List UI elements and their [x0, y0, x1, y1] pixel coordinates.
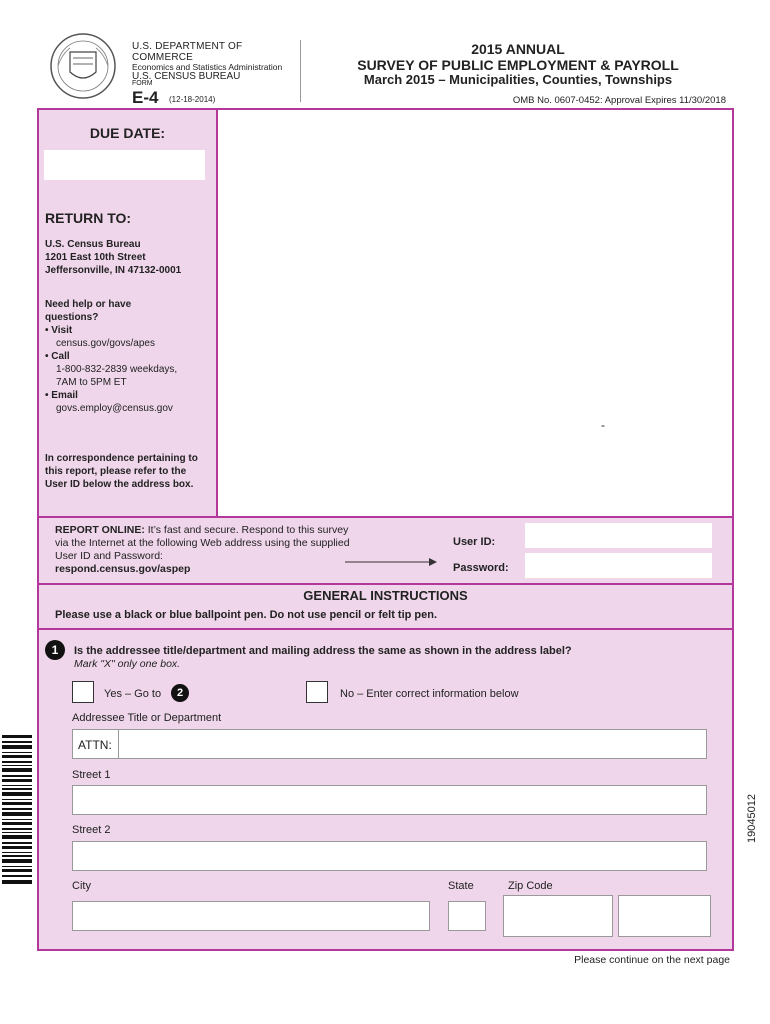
department-name: U.S. DEPARTMENT OF COMMERCE: [132, 41, 243, 63]
section-divider: [39, 628, 732, 630]
question-number-badge: 1: [45, 640, 65, 660]
street-1-label: Street 1: [72, 769, 111, 781]
report-online-label: REPORT ONLINE:: [55, 524, 145, 536]
form-number: E-4: [132, 88, 159, 107]
state-field[interactable]: [448, 901, 486, 931]
arrow-right-icon: [345, 557, 437, 567]
address-label-area: [216, 110, 732, 516]
user-id-field[interactable]: [525, 523, 712, 548]
addressee-title-label: Addressee Title or Department: [72, 712, 222, 724]
help-heading: Need help or have questions?: [45, 299, 132, 323]
password-label: Password:: [453, 562, 509, 574]
omb-number: OMB No. 0607-0452: Approval Expires 11/30/2018: [512, 95, 726, 106]
zip-code-label: Zip Code: [508, 880, 553, 892]
header-divider: [300, 40, 301, 102]
report-online-text: [55, 524, 355, 577]
city-label: City: [72, 880, 91, 892]
attn-field[interactable]: [72, 729, 707, 759]
street-2-label: Street 2: [72, 824, 111, 836]
zip-code-field[interactable]: [503, 895, 613, 937]
password-field[interactable]: [525, 553, 712, 578]
question-1-instruction: Mark "X" only one box.: [74, 658, 181, 670]
user-id-label: User ID:: [453, 536, 496, 548]
address-area-mark: -: [601, 418, 605, 432]
return-to-title: RETURN TO:: [45, 210, 132, 226]
administration-name: Economics and Statistics Administration: [132, 62, 283, 72]
call-number: 1-800-832-2839 weekdays, 7AM to 5PM ET: [56, 364, 178, 388]
correspondence-note: In correspondence pertaining to this report, please refer to the User ID below the address box.: [45, 453, 198, 490]
due-date-title: DUE DATE:: [89, 125, 166, 141]
agency-block: [132, 42, 300, 82]
title-line-2: SURVEY OF PUBLIC EMPLOYMENT & PAYROLL: [357, 56, 679, 73]
state-label: State: [448, 880, 474, 892]
due-date-box: [44, 150, 205, 180]
return-address: [45, 238, 181, 277]
side-form-number-text: 19045012: [746, 794, 758, 843]
return-address-line-3: Jeffersonville, IN 47132-0001: [45, 265, 182, 276]
form-date: (12-18-2014): [169, 95, 216, 104]
bureau-name: U.S. CENSUS BUREAU: [132, 70, 241, 82]
email-label: • Email: [45, 390, 78, 401]
side-form-number: [743, 783, 759, 843]
attn-divider: [118, 730, 119, 758]
continue-note: Please continue on the next page: [574, 954, 730, 966]
yes-label: Yes – Go to: [104, 688, 162, 700]
help-section: [45, 298, 210, 415]
zip-plus4-field[interactable]: [618, 895, 711, 937]
city-field[interactable]: [72, 901, 430, 931]
yes-checkbox[interactable]: [72, 681, 94, 703]
email-link[interactable]: govs.employ@census.gov: [56, 403, 173, 414]
general-instructions-title: GENERAL INSTRUCTIONS: [303, 588, 468, 603]
report-online-url[interactable]: respond.census.gov/aspep: [55, 563, 191, 576]
barcode-icon: [2, 735, 32, 885]
attn-prefix: ATTN:: [78, 738, 112, 752]
street-2-field[interactable]: [72, 841, 707, 871]
street-1-field[interactable]: [72, 785, 707, 815]
return-address-line-2: 1201 East 10th Street: [45, 252, 146, 263]
census-bureau-seal-logo: [48, 32, 118, 100]
report-online-body: It’s fast and secure. Respond to this survey via the Internet at the following Web address using the supplied User ID and Password:: [55, 524, 350, 563]
visit-link[interactable]: census.gov/govs/apes: [56, 338, 155, 349]
section-divider: [39, 516, 732, 518]
section-divider: [39, 583, 732, 585]
goto-question-badge: 2: [171, 684, 189, 702]
title-line-3: March 2015 – Municipalities, Counties, Townships: [363, 72, 673, 88]
return-address-line-1: U.S. Census Bureau: [45, 239, 141, 250]
visit-label: • Visit: [45, 325, 73, 336]
no-checkbox[interactable]: [306, 681, 328, 703]
call-label: • Call: [45, 351, 70, 362]
title-line-1: 2015 ANNUAL: [471, 41, 565, 57]
general-instructions-text: Please use a black or blue ballpoint pen. Do not use pencil or felt tip pen.: [55, 609, 438, 621]
form-label: FORM: [132, 80, 153, 87]
no-label: No – Enter correct information below: [340, 688, 519, 700]
form-title: [310, 42, 726, 88]
question-1-text: Is the addressee title/department and mailing address the same as shown in the address label?: [74, 645, 572, 657]
